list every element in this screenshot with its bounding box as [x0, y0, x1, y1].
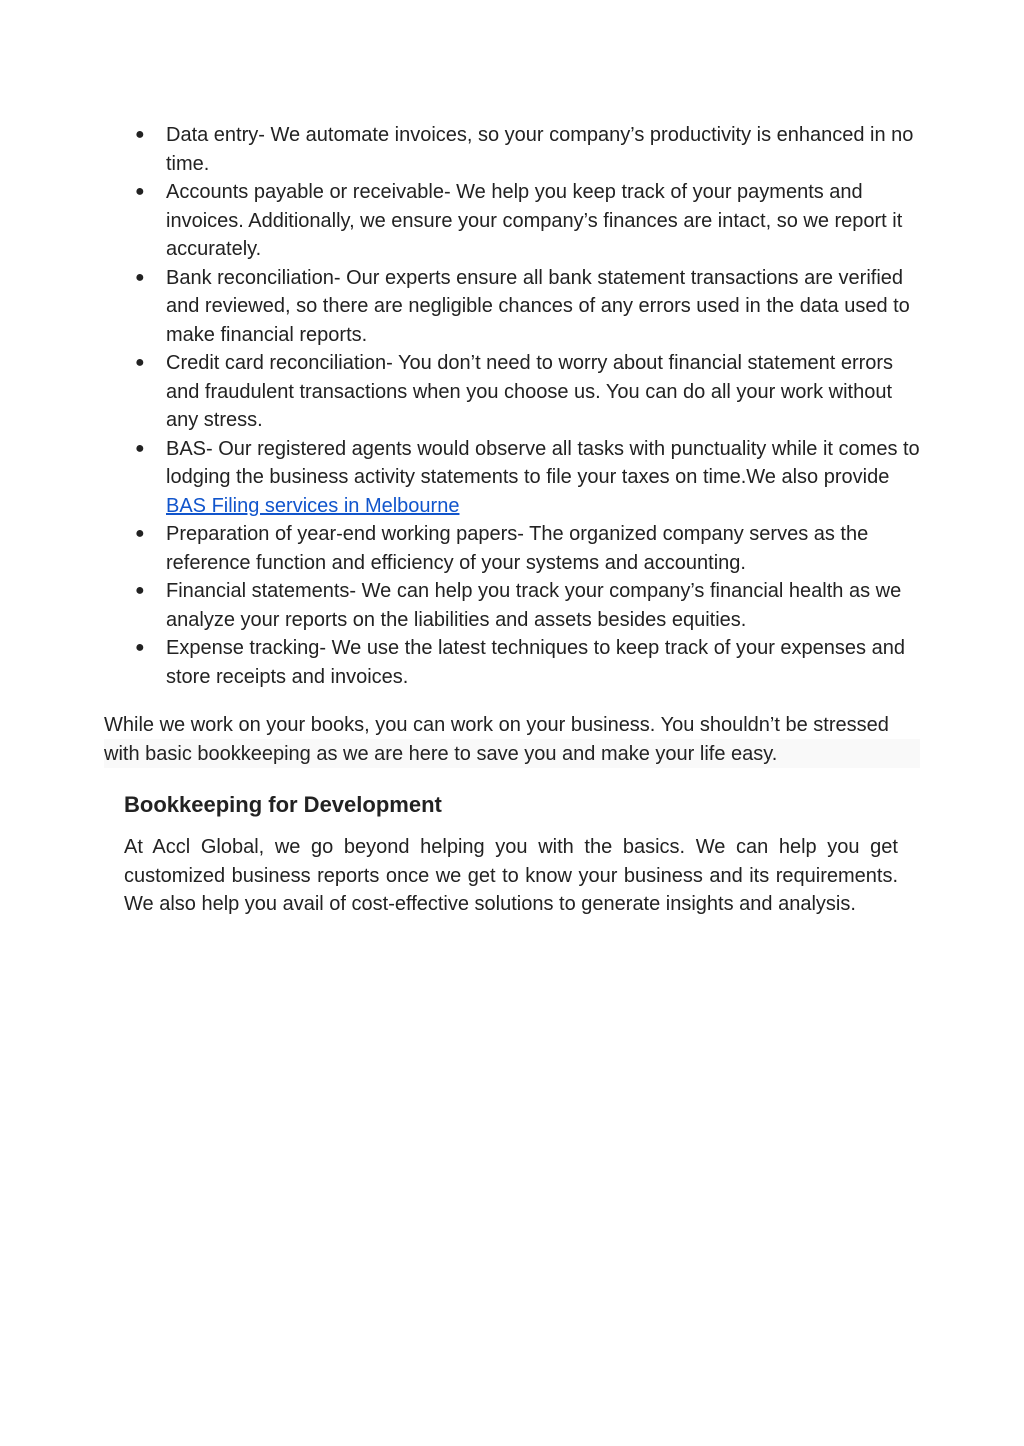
list-item-text: Expense tracking- We use the latest techniques to keep track of your expenses and store receipts and invoices. — [166, 637, 905, 688]
list-item-text: Preparation of year-end working papers- The organized company serves as the reference function and efficiency of your systems and accounting. — [166, 523, 869, 574]
bullet-icon: ● — [135, 183, 145, 200]
list-item-text: Financial statements- We can help you track your company’s financial health as we analyze your reports on the liabilities and assets besides equities. — [166, 580, 902, 631]
list-item — [104, 577, 920, 634]
services-bullet-list — [104, 121, 920, 691]
intro-paragraph: While we work on your books, you can work on your business. You shouldn’t be stressed with basic bookkeeping as we are here to save you and make your life easy. — [104, 711, 920, 768]
list-item — [104, 435, 920, 521]
development-section — [124, 787, 898, 919]
list-item — [104, 264, 920, 350]
list-item — [104, 634, 920, 691]
list-item-text: BAS- Our registered agents would observe all tasks with punctuality while it comes to lodging the business activity statements to file your taxes on time.We also provide — [166, 437, 920, 488]
bullet-icon: ● — [135, 639, 145, 656]
list-item-text: Credit card reconciliation- You don’t need to worry about financial statement errors and fraudulent transactions when you choose us. You can do all your work without any stress. — [166, 352, 894, 431]
bas-filing-link[interactable]: BAS Filing services in Melbourne — [166, 494, 460, 517]
bullet-icon: ● — [135, 354, 145, 371]
bullet-icon: ● — [135, 268, 145, 286]
section-heading: Bookkeeping for Development — [124, 792, 442, 817]
list-item — [104, 349, 920, 435]
bullet-icon: ● — [135, 582, 145, 599]
section-body: At Accl Global, we go beyond helping you with the basics. We can help you get customized business reports once we get to know your business and its requirements. We also help you avail of cost-effective solutions to generate insights and analysis. — [124, 836, 898, 915]
list-item-text: Accounts payable or receivable- We help you keep track of your payments and invoices. Additionally, we ensure your company’s finances are intact, so we report it accurately. — [166, 181, 903, 260]
bullet-icon: ● — [135, 126, 145, 143]
list-item-text: Bank reconciliation- Our experts ensure all bank statement transactions are verified and reviewed, so there are negligible chances of any errors used in the data used to make financial reports. — [166, 266, 910, 346]
list-item — [104, 520, 920, 577]
list-item — [104, 178, 920, 264]
list-item — [104, 121, 920, 178]
bullet-icon: ● — [135, 439, 145, 457]
bullet-icon: ● — [135, 525, 145, 542]
list-item-text: Data entry- We automate invoices, so your company’s productivity is enhanced in no time. — [166, 124, 914, 175]
